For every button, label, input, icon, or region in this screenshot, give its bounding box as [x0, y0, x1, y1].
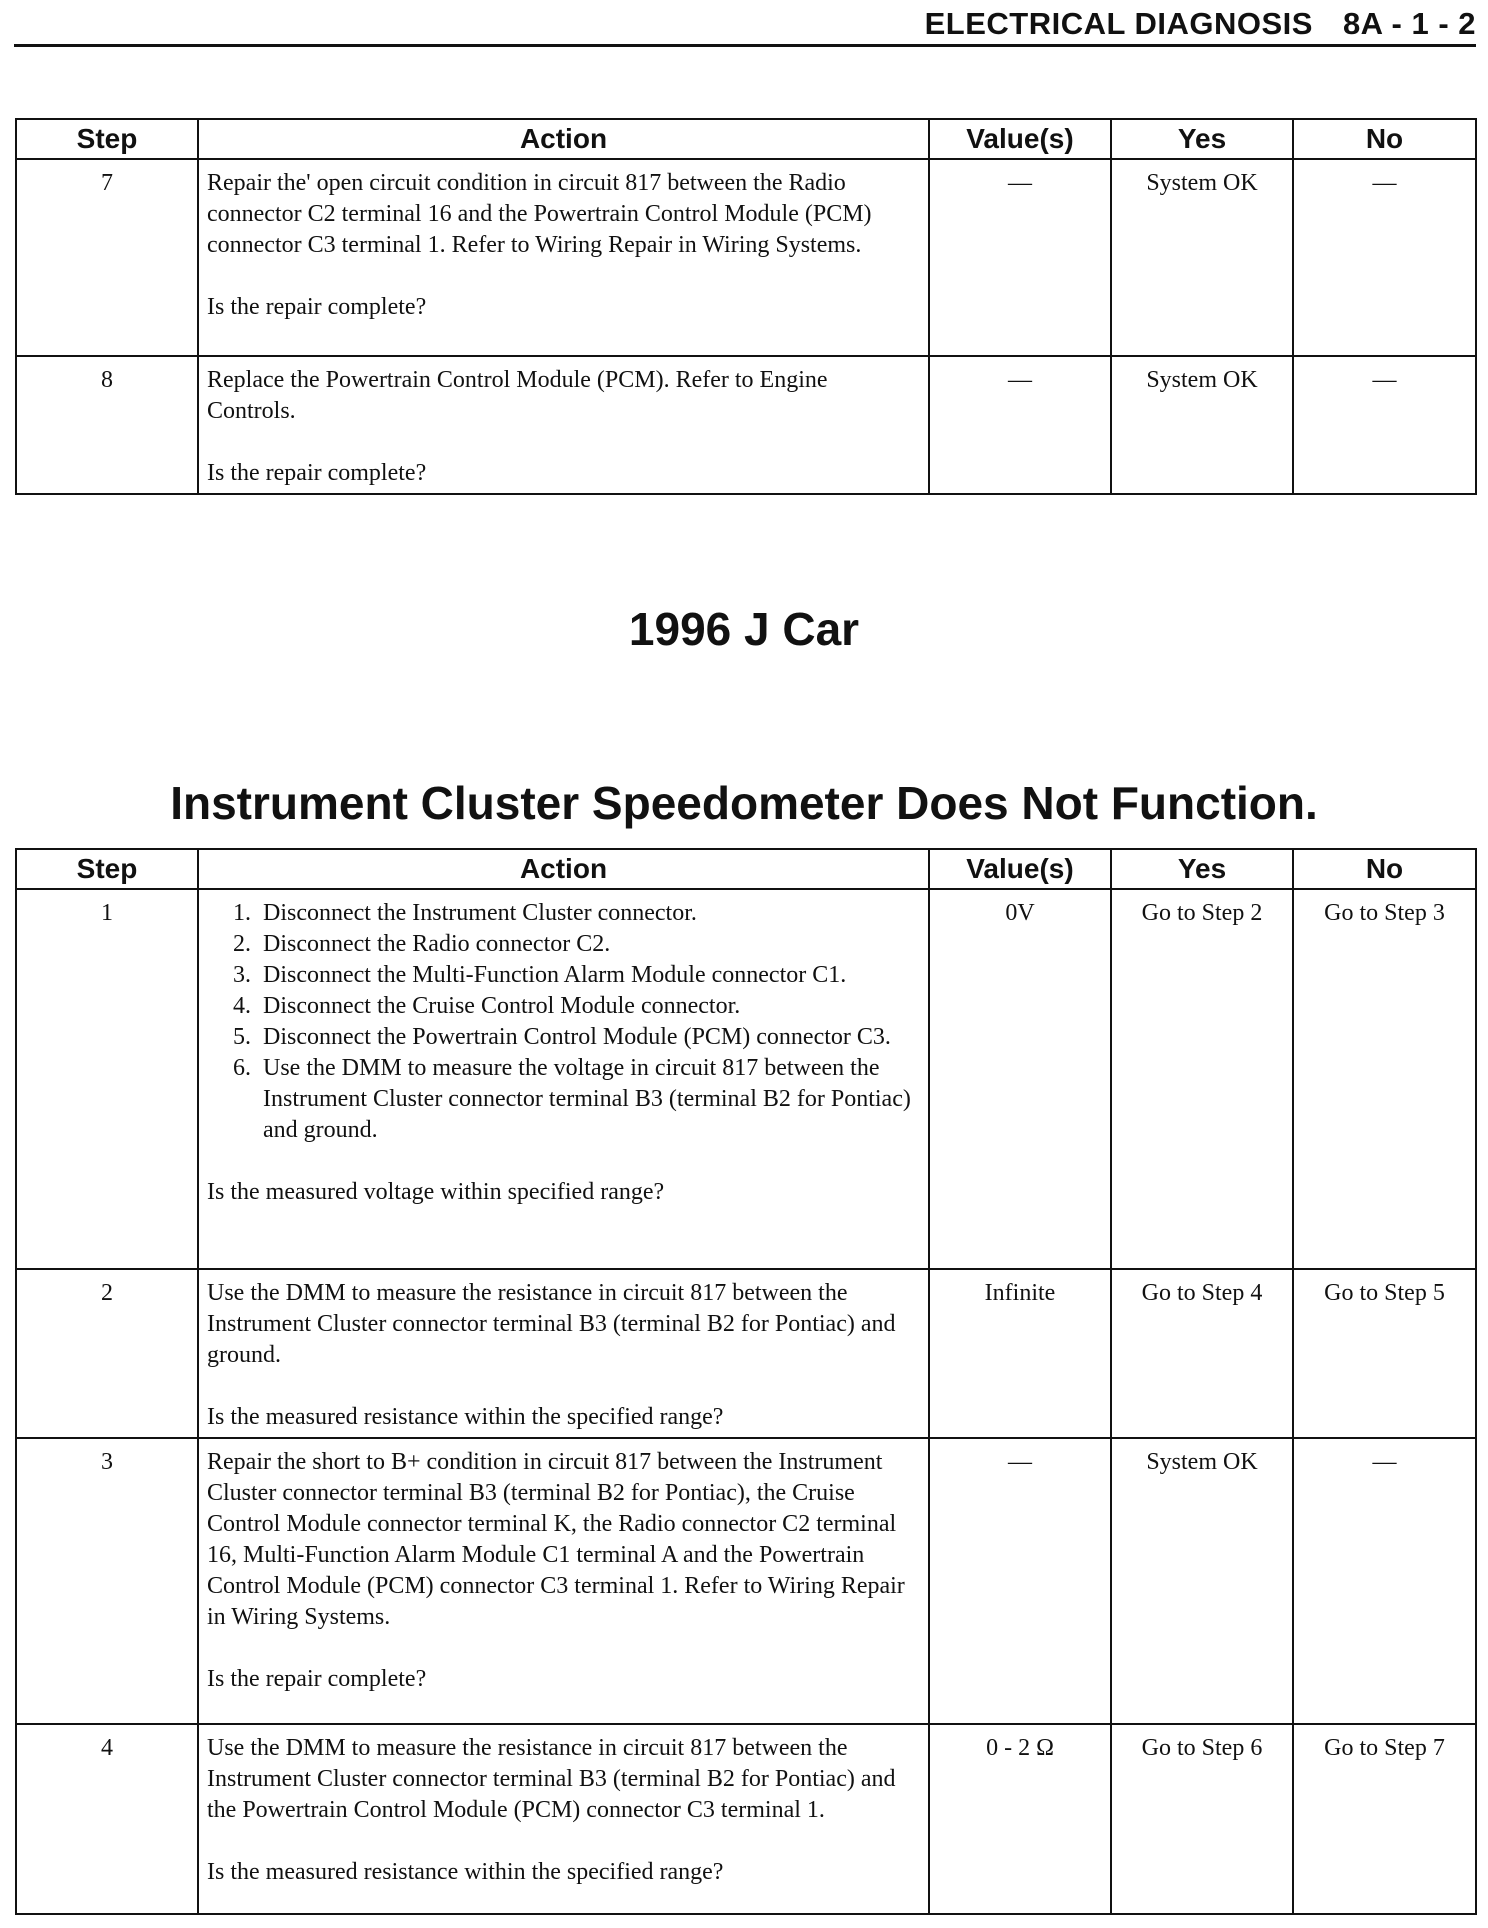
action-cell — [198, 356, 929, 494]
yes-cell: System OK — [1111, 356, 1293, 494]
no-cell: Go to Step 5 — [1293, 1269, 1476, 1438]
column-header-step: Step — [16, 119, 198, 159]
vehicle-heading: 1996 J Car — [628, 603, 860, 655]
table-header-row — [16, 119, 1476, 159]
action-cell — [198, 889, 929, 1269]
value-cell: 0V — [929, 889, 1111, 1269]
diagnostic-table-continued — [15, 118, 1477, 495]
column-header-step: Step — [16, 849, 198, 889]
yes-cell: Go to Step 6 — [1111, 1724, 1293, 1914]
action-text: Replace the Powertrain Control Module (PCM). Refer to Engine Controls. — [207, 367, 828, 424]
list-item: 6. Use the DMM to measure the voltage in circuit 817 between the Instrument Cluster connector terminal B3 (terminal B2 for Pontiac) and ground. — [257, 1053, 920, 1146]
procedure-title: Instrument Cluster Speedometer Does Not Function. — [170, 777, 1318, 829]
value-cell: 0 - 2 Ω — [929, 1724, 1111, 1914]
column-header-no: No — [1293, 119, 1476, 159]
no-cell: — — [1293, 159, 1476, 356]
action-question: Is the repair complete? — [207, 460, 427, 486]
value-cell: Infinite — [929, 1269, 1111, 1438]
action-text: Repair the' open circuit condition in circuit 817 between the Radio connector C2 terminal 16 and the Powertrain Control Module (PCM) connector C3 terminal 1. Refer to Wiring Repair in Wiring Systems. — [207, 170, 872, 258]
action-text: Use the DMM to measure the resistance in circuit 817 between the Instrument Cluster connector terminal B3 (terminal B2 for Pontiac) and the Powertrain Control Module (PCM) connector C3 terminal 1. — [207, 1735, 896, 1823]
action-question: Is the repair complete? — [207, 294, 427, 320]
action-text: Repair the short to B+ condition in circuit 817 between the Instrument Cluster connector terminal B3 (terminal B2 for Pontiac), the Cruise Control Module connector terminal K, the Radio connector C2 terminal 16, Multi-Function Alarm Module C1 terminal A and the Powertrain Control Module (PCM) connector C3 terminal 1. Refer to Wiring Repair in Wiring Systems. — [207, 1449, 905, 1630]
list-item: 4. Disconnect the Cruise Control Module connector. — [257, 991, 920, 1022]
action-cell — [198, 159, 929, 356]
step-number: 3 — [16, 1438, 198, 1724]
column-header-yes: Yes — [1111, 119, 1293, 159]
yes-cell: System OK — [1111, 159, 1293, 356]
table-row — [16, 356, 1476, 494]
value-cell: — — [929, 159, 1111, 356]
yes-cell: System OK — [1111, 1438, 1293, 1724]
diagnostic-table — [15, 848, 1477, 1915]
action-cell — [198, 1724, 929, 1914]
column-header-action: Action — [198, 849, 929, 889]
yes-cell: Go to Step 4 — [1111, 1269, 1293, 1438]
action-question: Is the repair complete? — [207, 1666, 427, 1692]
column-header-values: Value(s) — [929, 849, 1111, 889]
table-row — [16, 889, 1476, 1269]
list-item: 5. Disconnect the Powertrain Control Module (PCM) connector C3. — [257, 1022, 920, 1053]
no-cell: Go to Step 7 — [1293, 1724, 1476, 1914]
no-cell: Go to Step 3 — [1293, 889, 1476, 1269]
list-item: 2. Disconnect the Radio connector C2. — [257, 929, 920, 960]
action-steps-list — [207, 898, 920, 1146]
no-cell: — — [1293, 1438, 1476, 1724]
action-question: Is the measured resistance within the specified range? — [207, 1404, 724, 1430]
table-row — [16, 1269, 1476, 1438]
action-question: Is the measured resistance within the specified range? — [207, 1859, 724, 1885]
no-cell: — — [1293, 356, 1476, 494]
list-item: 3. Disconnect the Multi-Function Alarm Module connector C1. — [257, 960, 920, 991]
step-number: 7 — [16, 159, 198, 356]
column-header-values: Value(s) — [929, 119, 1111, 159]
value-cell: — — [929, 1438, 1111, 1724]
step-number: 1 — [16, 889, 198, 1269]
table-row — [16, 1438, 1476, 1724]
action-text: Use the DMM to measure the resistance in circuit 817 between the Instrument Cluster connector terminal B3 (terminal B2 for Pontiac) and ground. — [207, 1280, 896, 1368]
table-row — [16, 1724, 1476, 1914]
yes-cell: Go to Step 2 — [1111, 889, 1293, 1269]
page-header — [14, 6, 1476, 47]
step-number: 2 — [16, 1269, 198, 1438]
action-cell — [198, 1438, 929, 1724]
section-title: ELECTRICAL DIAGNOSIS — [924, 6, 1313, 41]
list-item: 1. Disconnect the Instrument Cluster connector. — [257, 898, 920, 929]
step-number: 4 — [16, 1724, 198, 1914]
column-header-no: No — [1293, 849, 1476, 889]
table-row — [16, 159, 1476, 356]
page-number: 8A - 1 - 2 — [1342, 6, 1476, 41]
action-cell — [198, 1269, 929, 1438]
table-header-row — [16, 849, 1476, 889]
step-number: 8 — [16, 356, 198, 494]
column-header-yes: Yes — [1111, 849, 1293, 889]
column-header-action: Action — [198, 119, 929, 159]
value-cell: — — [929, 356, 1111, 494]
action-question: Is the measured voltage within specified range? — [207, 1179, 665, 1205]
